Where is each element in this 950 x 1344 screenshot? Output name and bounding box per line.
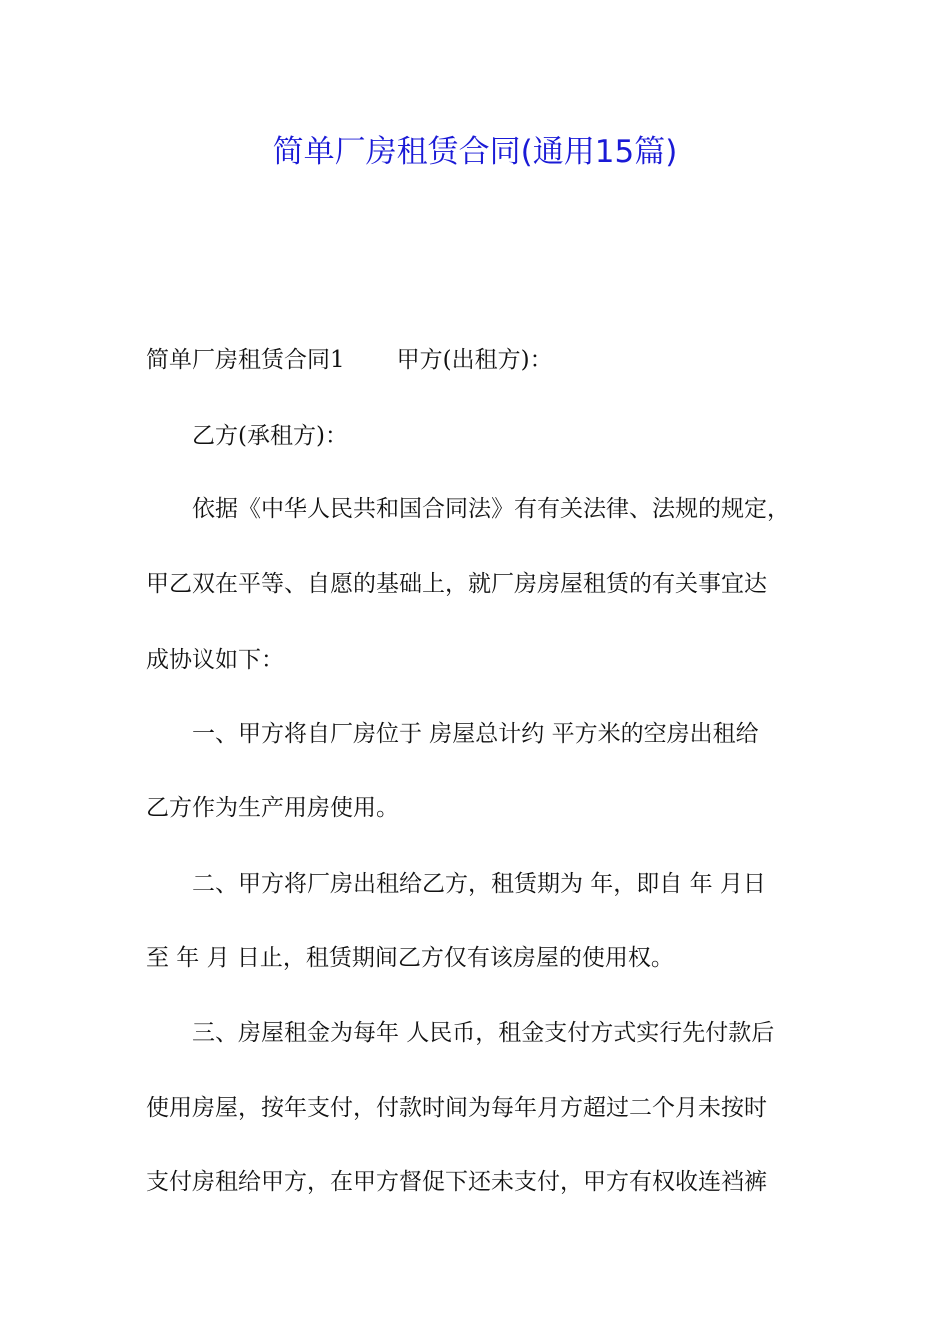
clause-three-line: 使用房屋，按年支付，付款时间为每年月方超过二个月未按时 (146, 1095, 767, 1121)
clause-three-line: 三、房屋租金为每年 人民币，租金支付方式实行先付款后 (192, 1020, 775, 1046)
clause-two-line: 至 年 月 日止，租赁期间乙方仅有该房屋的使用权。 (146, 945, 674, 971)
party-a-label: 甲方(出租方)： (396, 347, 553, 373)
paragraph-line: 依据《中华人民共和国合同法》有有关法律、法规的规定， (192, 496, 790, 522)
contract-heading-label: 简单厂房租赁合同1 (146, 347, 345, 373)
party-b-line: 乙方(承租方)： (192, 423, 348, 449)
paragraph-line: 成协议如下： (146, 647, 284, 673)
contract-heading-line (146, 342, 553, 378)
clause-one-line: 一、甲方将自厂房位于 房屋总计约 平方米的空房出租给 (192, 721, 759, 747)
document-title: 简单厂房租赁合同(通用15篇) (272, 134, 678, 170)
clause-two-line: 二、甲方将厂房出租给乙方，租赁期为 年，即自 年 月日 (192, 871, 766, 897)
paragraph-line: 甲乙双在平等、自愿的基础上，就厂房房屋租赁的有关事宜达 (146, 571, 767, 597)
clause-one-line: 乙方作为生产用房使用。 (146, 795, 399, 821)
clause-three-line: 支付房租给甲方，在甲方督促下还未支付，甲方有权收连裆裤 (146, 1169, 767, 1195)
